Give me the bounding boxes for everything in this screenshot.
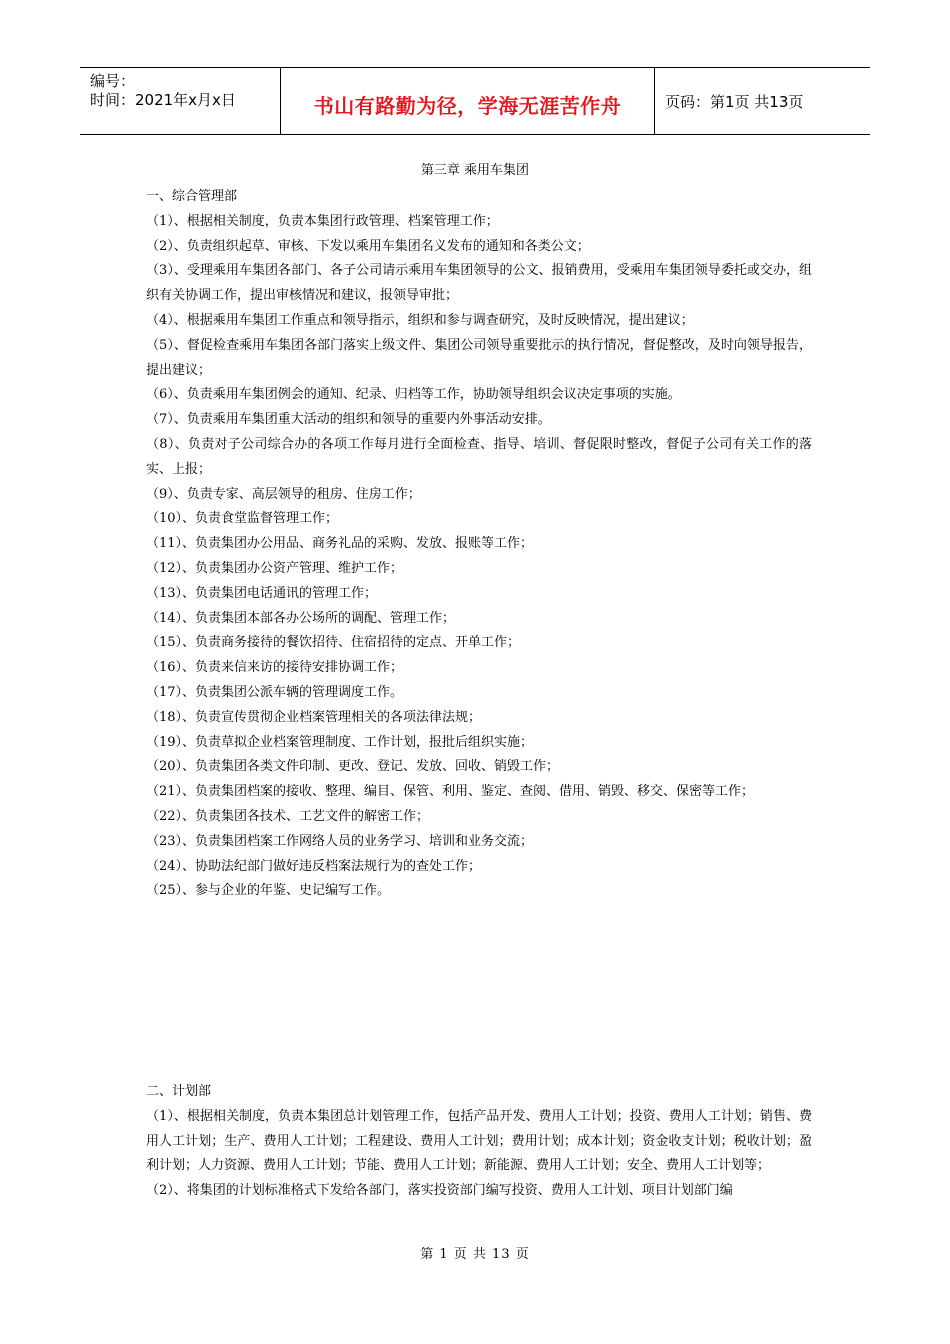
header-meta-cell bbox=[80, 68, 281, 134]
list-item: （21）、负责集团档案的接收、整理、编目、保管、利用、鉴定、查阅、借用、销毁、移交、保密等工作； bbox=[146, 784, 755, 800]
chapter-title: 第三章 乘用车集团 bbox=[420, 163, 530, 178]
page-footer: 第 1 页 共 13 页 bbox=[420, 1247, 530, 1262]
list-item: （12）、负责集团办公资产管理、维护工作； bbox=[146, 560, 404, 576]
list-item: （6）、负责乘用车集团例会的通知、纪录、归档等工作，协助领导组织会议决定事项的实施。 bbox=[146, 387, 681, 403]
document-time-label: 时间：2021年x月x日 bbox=[90, 91, 236, 109]
header-page-cell bbox=[655, 68, 870, 134]
list-item: （3）、受理乘用车集团各部门、各子公司请示乘用车集团领导的公文、报销费用，受乘用车集团领导委托或交办，组织有关协调工作，提出审核情况和建议，报领导审批； bbox=[146, 263, 812, 304]
list-item: （15）、负责商务接待的餐饮招待、住宿招待的定点、开单工作； bbox=[146, 635, 521, 651]
list-item: （18）、负责宣传贯彻企业档案管理相关的各项法律法规； bbox=[146, 709, 482, 725]
document-code-label: 编号： bbox=[90, 72, 136, 90]
list-item: （1）、根据相关制度，负责本集团行政管理、档案管理工作； bbox=[146, 213, 499, 229]
list-item: （25）、参与企业的年鉴、史记编写工作。 bbox=[146, 883, 391, 899]
list-item: （5）、督促检查乘用车集团各部门落实上级文件、集团公司领导重要批示的执行情况，督促整改，及时向领导报告，提出建议； bbox=[146, 337, 812, 378]
list-item: （2）、将集团的计划标准格式下发给各部门，落实投资部门编写投资、费用人工计划、项目计划部门编 bbox=[146, 1183, 733, 1199]
list-item: （4）、根据乘用车集团工作重点和领导指示，组织和参与调查研究，及时反映情况，提出建议； bbox=[146, 312, 694, 328]
list-item: （16）、负责来信来访的接待安排协调工作； bbox=[146, 660, 404, 676]
section-planning bbox=[146, 1080, 812, 1204]
list-item: （1）、根据相关制度，负责本集团总计划管理工作，包括产品开发、费用人工计划；投资、费用人工计划；销售、费用人工计划；生产、费用人工计划；工程建设、费用人工计划；费用计划；成本计划；资金收支计划；税收计划；盈利计划；人力资源、费用人工计划；节能、费用人工计划；新能源、费用人工计划；安全、费用人工计划等； bbox=[146, 1108, 812, 1174]
header-motto: 书山有路勤为径，学海无涯苦作舟 bbox=[313, 93, 622, 118]
list-item: （9）、负责专家、高层领导的租房、住房工作； bbox=[146, 486, 421, 502]
list-item: （22）、负责集团各技术、工艺文件的解密工作； bbox=[146, 808, 430, 824]
list-item: （17）、负责集团公派车辆的管理调度工作。 bbox=[146, 684, 404, 700]
list-item: （19）、负责草拟企业档案管理制度、工作计划，报批后组织实施； bbox=[146, 734, 534, 750]
section-general-management bbox=[146, 185, 812, 904]
list-item: （11）、负责集团办公用品、商务礼品的采购、发放、报账等工作； bbox=[146, 536, 534, 552]
header-page-number: 页码：第1页 共13页 bbox=[665, 92, 804, 111]
list-item: （23）、负责集团档案工作网络人员的业务学习、培训和业务交流； bbox=[146, 833, 534, 849]
list-item: （20）、负责集团各类文件印制、更改、登记、发放、回收、销毁工作； bbox=[146, 759, 560, 775]
list-item: （2）、负责组织起草、审核、下发以乘用车集团名义发布的通知和各类公文； bbox=[146, 238, 590, 254]
section-title: 一、综合管理部 bbox=[146, 189, 238, 204]
list-item: （14）、负责集团本部各办公场所的调配、管理工作； bbox=[146, 610, 456, 626]
list-item: （13）、负责集团电话通讯的管理工作； bbox=[146, 585, 378, 601]
section-title: 二、计划部 bbox=[146, 1084, 212, 1099]
list-item: （24）、协助法纪部门做好违反档案法规行为的查处工作； bbox=[146, 858, 482, 874]
list-item: （7）、负责乘用车集团重大活动的组织和领导的重要内外事活动安排。 bbox=[146, 412, 551, 428]
list-item: （10）、负责食堂监督管理工作； bbox=[146, 511, 339, 527]
document-header bbox=[80, 67, 870, 135]
list-item: （8）、负责对子公司综合办的各项工作每月进行全面检查、指导、培训、督促限时整改，督促子公司有关工作的落实、上报； bbox=[146, 436, 812, 477]
header-motto-cell bbox=[281, 68, 655, 134]
